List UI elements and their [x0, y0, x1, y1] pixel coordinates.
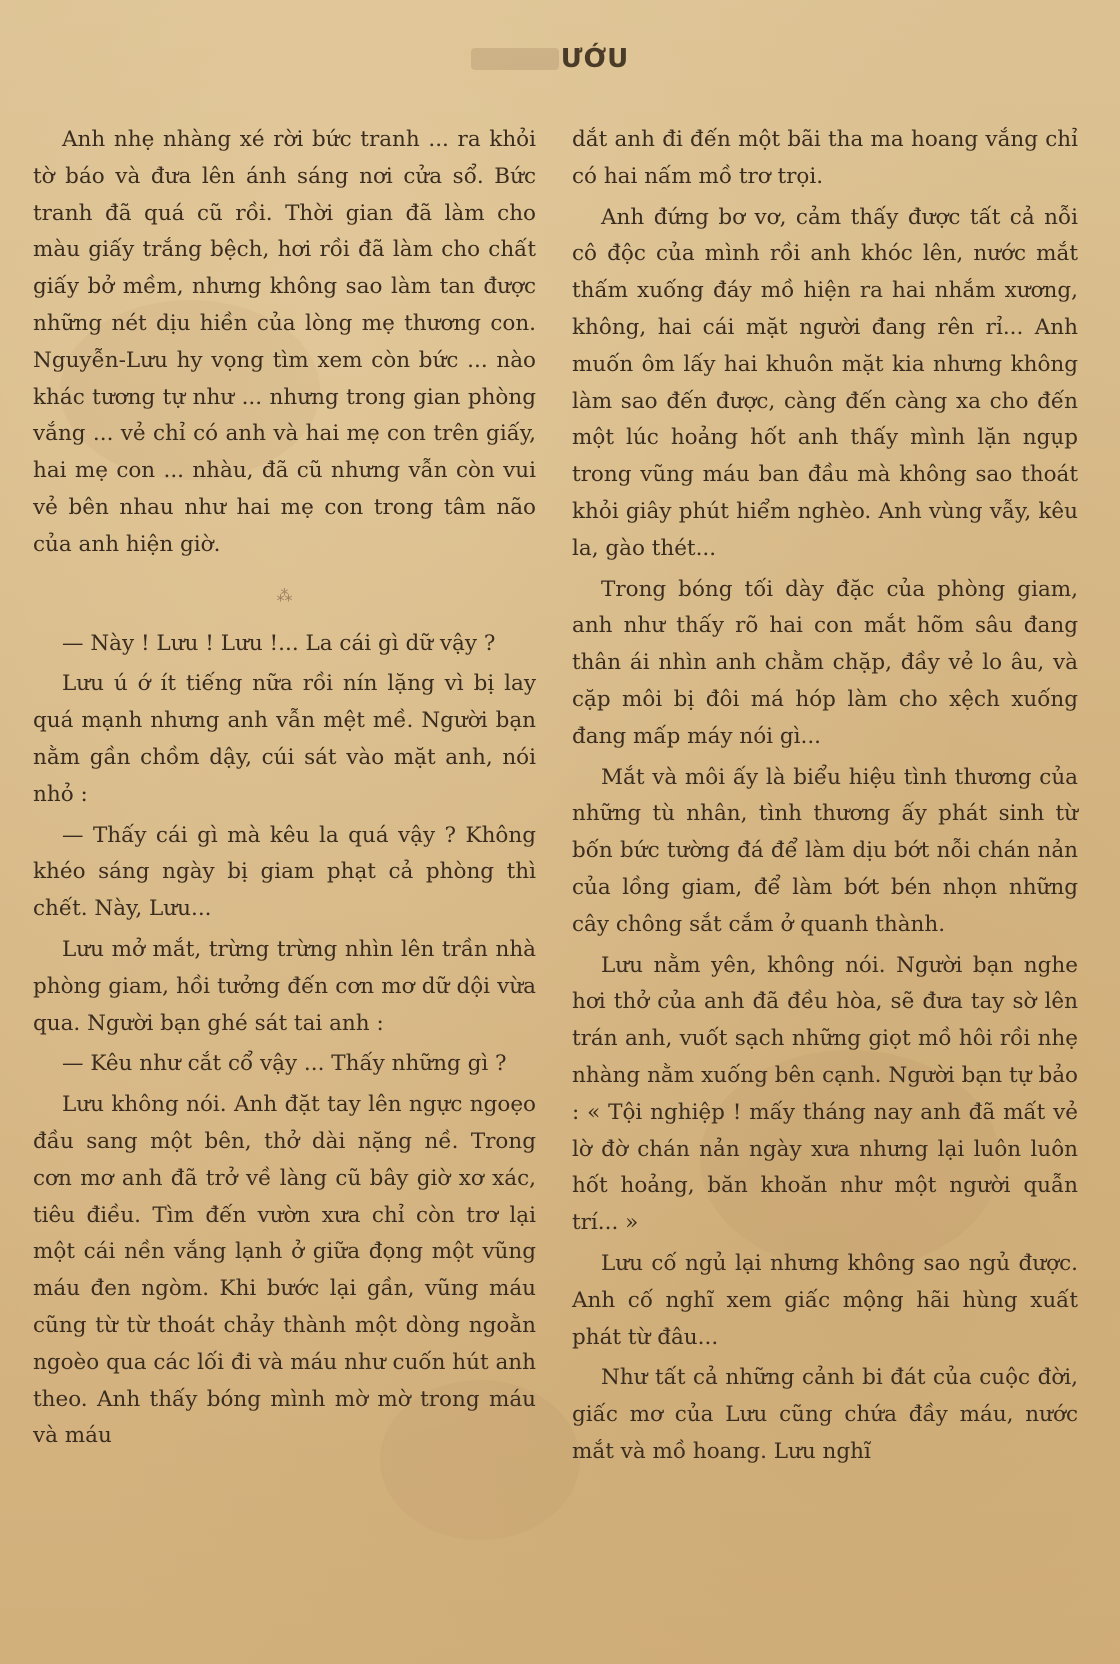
paragraph: Như tất cả những cảnh bi đát của cuộc đời, giấc mơ của Lưu cũng chứa đầy máu, nước mắt và mồ hoang. Lưu nghĩ — [572, 1365, 1078, 1464]
paragraph: Lưu không nói. Anh đặt tay lên ngực ngoẹo đầu sang một bên, thở dài nặng nề. Trong cơn mơ anh đã trở về làng cũ bây giờ xơ xác, tiêu điều. Tìm đến vườn xưa chỉ còn trơ lại một cái nền vắng lạnh ở giữa đọng một vũng máu đen ngòm. Khi bước lại gần, vũng máu cũng từ từ thoát chảy thành một dòng ngoằn ngoèo qua các lối đi và máu như cuốn hút anh theo. Anh thấy bóng mình mờ mờ trong máu và máu — [33, 1092, 536, 1449]
left-column — [33, 122, 536, 1459]
right-column — [572, 122, 1078, 1475]
dialogue-line: — Kêu như cắt cổ vậy ... Thấy những gì ? — [62, 1051, 507, 1077]
section-separator — [33, 568, 536, 626]
running-header — [470, 44, 630, 84]
paragraph: Mắt và môi ấy là biểu hiệu tình thương của những tù nhân, tình thương ấy phát sinh từ bốn bức tường đá để làm dịu bớt nỗi chán nản của lồng giam, để làm bớt bén nhọn những cây chông sắt cắm ở quanh thành. — [572, 764, 1078, 937]
paragraph: Anh nhẹ nhàng xé rời bức tranh ... ra khỏi tờ báo và đưa lên ánh sáng nơi cửa sổ. Bức tranh đã quá cũ rồi. Thời gian đã làm cho màu giấy trắng bệch, hơi rồi đã làm cho chất giấy bở mềm, nhưng không sao làm tan được những nét dịu hiền của lòng mẹ thương con. Nguyễn-Lưu hy vọng tìm xem còn bức ... nào khác tương tự như ... nhưng trong gian phòng vắng ... vẻ chỉ có anh và hai mẹ con trên giấy, hai mẹ con ... nhàu, đã cũ nhưng vẫn còn vui vẻ bên nhau như hai mẹ con trong tâm não của anh hiện giờ. — [33, 127, 536, 557]
paragraph: Lưu ú ớ ít tiếng nữa rồi nín lặng vì bị lay quá mạnh nhưng anh vẫn mệt mề. Người bạn nằm gần chồm dậy, cúi sát vào mặt anh, nói nhỏ : — [33, 671, 536, 807]
dialogue-line: — Này ! Lưu ! Lưu !... La cái gì dữ vậy ? — [62, 630, 496, 656]
paragraph: Lưu cố ngủ lại nhưng không sao ngủ được. Anh cố nghĩ xem giấc mộng hãi hùng xuất phát từ đâu... — [572, 1250, 1078, 1350]
paragraph: Anh đứng bơ vơ, cảm thấy được tất cả nỗi cô độc của mình rồi anh khóc lên, nước mắt thấm xuống đáy mồ hiện ra hai nhắm xương, không, hai cái mặt người đang rên rỉ... Anh muốn ôm lấy hai khuôn mặt kia nhưng không làm sao đến được, càng đến càng xa cho đến một lúc hoảng hốt anh thấy mình lặn ngụp trong vũng máu ban đầu mà không sao thoát khỏi giây phút hiểm nghèo. Anh vùng vẫy, kêu la, gào thét... — [572, 204, 1078, 561]
paragraph: Lưu mở mắt, trừng trừng nhìn lên trần nhà phòng giam, hồi tưởng đến cơn mơ dữ dội vừa qua. Người bạn ghé sát tai anh : — [33, 936, 536, 1036]
paragraph: dắt anh đi đến một bãi tha ma hoang vắng chỉ có hai nấm mồ trơ trọi. — [572, 127, 1078, 189]
paragraph: Lưu nằm yên, không nói. Người bạn nghe hơi thở của anh đã đều hòa, sẽ đưa tay sờ lên trán anh, vuốt sạch những giọt mồ hôi rồi nhẹ nhàng nằm xuống bên cạnh. Người bạn tự bảo : « Tội nghiệp ! mấy tháng nay anh đã mất vẻ lờ đờ chán nản ngày xưa nhưng lại luôn luôn hốt hoảng, băn khoăn như một người quẫn trí... » — [572, 952, 1078, 1236]
header-smudge — [471, 48, 559, 70]
separator-glyph: ⁂ — [276, 586, 293, 606]
dialogue-line: — Thấy cái gì mà kêu la quá vậy ? Không khéo sáng ngày bị giam phạt cả phòng thì chết. Này, Lưu... — [33, 822, 536, 922]
paragraph: Trong bóng tối dày đặc của phòng giam, anh như thấy rõ hai con mắt hõm sâu đang thân ái nhìn anh chằm chặp, đầy vẻ lo âu, và cặp môi bị đôi má hóp làm cho xệch xuống đang mấp máy nói gì... — [572, 576, 1078, 749]
running-title: ƯỚU — [560, 44, 630, 74]
